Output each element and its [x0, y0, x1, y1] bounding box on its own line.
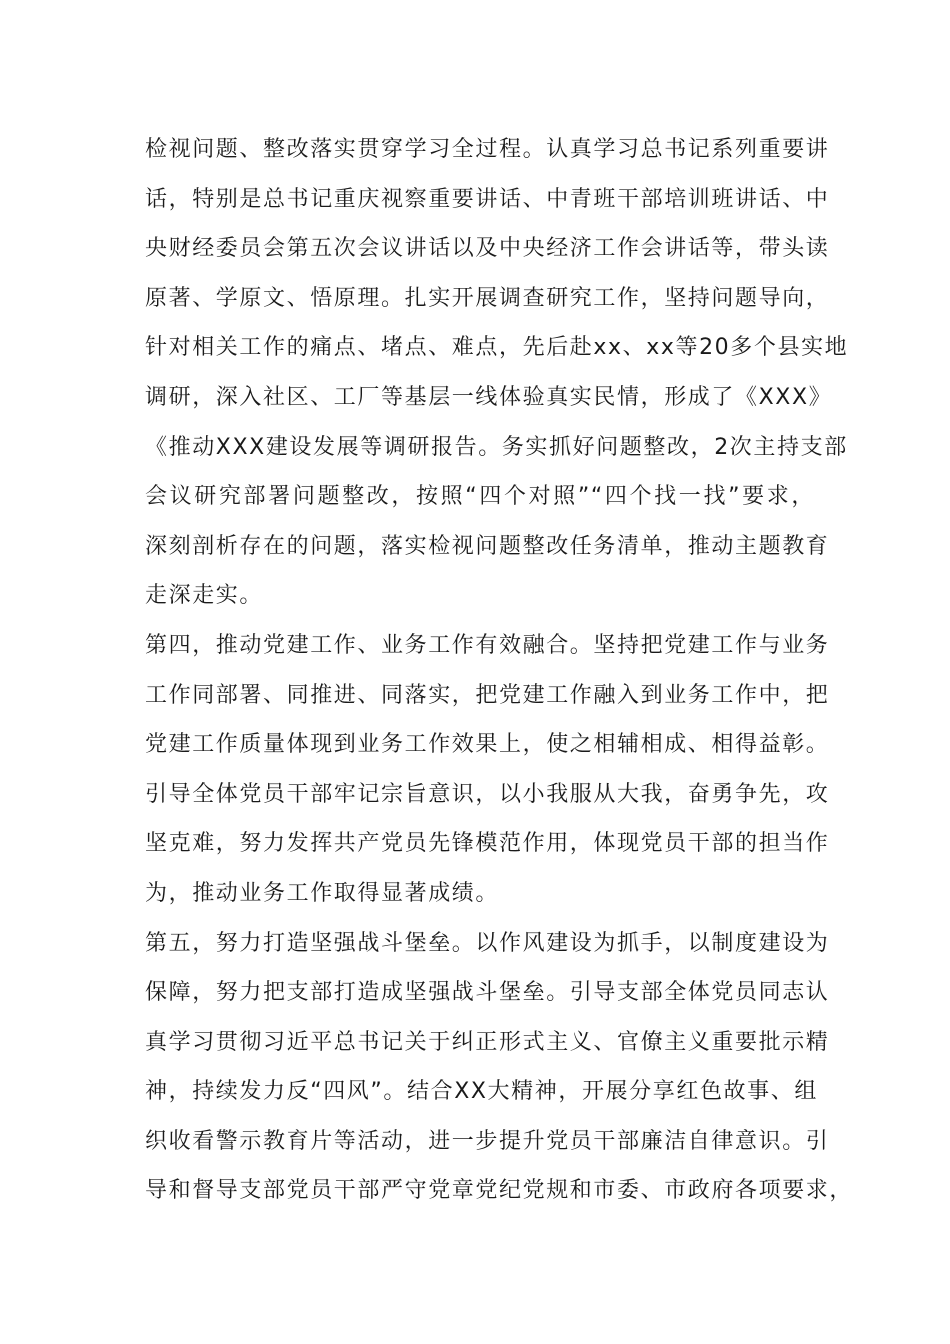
text-line: 央财经委员会第五次会议讲话以及中央经济工作会讲话等，带头读: [145, 236, 830, 262]
text-line: 引导全体党员干部牢记宗旨意识，以小我服从大我，奋勇争先，攻: [145, 781, 830, 807]
text-line: 第四，推动党建工作、业务工作有效融合。坚持把党建工作与业务: [145, 632, 830, 658]
text-line: 党建工作质量体现到业务工作效果上，使之相辅相成、相得益彰。: [145, 732, 830, 758]
text-line: 为，推动业务工作取得显著成绩。: [145, 880, 500, 906]
text-line: 织收看警示教育片等活动，进一步提升党员干部廉洁自律意识。引: [145, 1128, 830, 1154]
text-line: 导和督导支部党员干部严守党章党纪党规和市委、市政府各项要求，: [145, 1178, 854, 1204]
text-line: 原著、学原文、悟原理。扎实开展调查研究工作，坚持问题导向，: [145, 285, 830, 311]
text-line: 深刻剖析存在的问题，落实检视问题整改任务清单，推动主题教育: [145, 533, 830, 559]
text-line: 调研，深入社区、工厂等基层一线体验真实民情，形成了《XXX》: [145, 384, 833, 410]
text-line: 真学习贯彻习近平总书记关于纠正形式主义、官僚主义重要批示精: [145, 1029, 830, 1055]
text-line: 工作同部署、同推进、同落实，把党建工作融入到业务工作中，把: [145, 682, 830, 708]
text-line: 走深走实。: [145, 583, 264, 609]
text-line: 神，持续发力反“四风”。结合XX大精神，开展分享红色故事、组: [145, 1079, 818, 1105]
text-line: 第五，努力打造坚强战斗堡垒。以作风建设为抓手，以制度建设为: [145, 930, 830, 956]
text-line: 《推动XXX建设发展等调研报告。务实抓好问题整改，2次主持支部: [145, 434, 848, 460]
text-line: 保障，努力把支部打造成坚强战斗堡垒。引导支部全体党员同志认: [145, 980, 830, 1006]
text-line: 检视问题、整改落实贯穿学习全过程。认真学习总书记系列重要讲: [145, 137, 830, 162]
text-line: 坚克难，努力发挥共产党员先锋模范作用，体现党员干部的担当作: [145, 831, 830, 857]
document-body: [145, 125, 854, 1216]
text-line: 话，特别是总书记重庆视察重要讲话、中青班干部培训班讲话、中: [145, 186, 830, 212]
text-line: 会议研究部署问题整改，按照“四个对照”“四个找一找”要求，: [145, 484, 815, 510]
text-line: 针对相关工作的痛点、堵点、难点，先后赴xx、xx等20多个县实地: [145, 335, 849, 361]
